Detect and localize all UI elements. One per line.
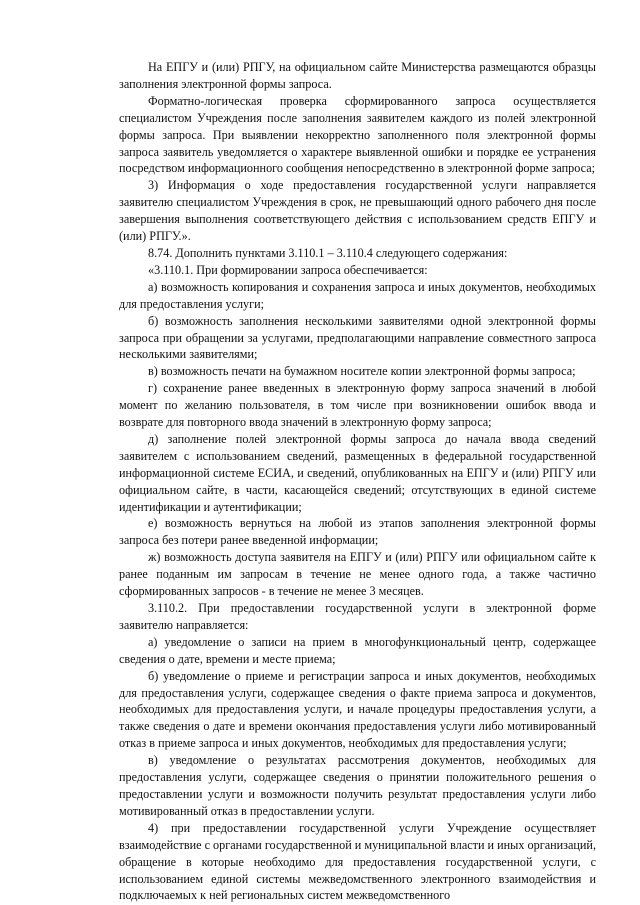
paragraph-notice-a-appointment: а) уведомление о записи на прием в многофункциональный центр, содержащее сведения о дате, времени и месте приема;: [119, 634, 596, 666]
paragraph-item-g-save: г) сохранение ранее введенных в электронную форму запроса значений в любой момент по желанию пользователя, в том числе при возникновении ошибок ввода и возврате для повторного ввода значений в электронную форму запроса;: [119, 381, 596, 430]
paragraph-3-110-1-heading: «3.110.1. При формировании запроса обеспечивается:: [148, 262, 428, 277]
paragraph-item-e-return: е) возможность вернуться на любой из этапов заполнения электронной формы запроса без потери ранее введенной информации;: [119, 516, 596, 548]
paragraph-item-a-copy: а) возможность копирования и сохранения запроса и иных документов, необходимых для предоставления услуги;: [119, 279, 596, 311]
paragraph-samples-info: На ЕПГУ и (или) РПГУ, на официальном сайте Министерства размещаются образцы заполнения электронной формы запроса.: [119, 60, 596, 91]
paragraph-item-v-print: в) возможность печати на бумажном носителе копии электронной формы запроса;: [148, 364, 576, 379]
paragraph-item-d-prefill: д) заполнение полей электронной формы запроса до начала ввода сведений заявителем с использованием сведений, размещенных в федеральной государственной информационной системе ЕСИА, и сведений, опубликованных на ЕПГУ и (или) РПГУ или официальном сайте, в части, касающейся сведений; отсутствующих в единой системе идентификации и аутентификации;: [119, 431, 596, 514]
paragraph-item-zh-access: ж) возможность доступа заявителя на ЕПГУ и (или) РПГУ или официальном сайте к ранее поданным им запросам в течение не менее одного года, а также частично сформированных запросов - в течение не менее 3 месяцев.: [119, 550, 596, 599]
paragraph-notice-v-results: в) уведомление о результатах рассмотрения документов, необходимых для предоставления услуги, содержащее сведения о принятии положительного решения о предоставлении услуги и возможности получить результат предоставления услуги либо мотивированный отказ в предоставлении услуги.: [119, 753, 596, 818]
document-body: [119, 59, 596, 904]
paragraph-3-110-2-heading: 3.110.2. При предоставлении государственной услуги в электронной форме заявителю направляется:: [119, 601, 596, 632]
paragraph-amendment-8-74: 8.74. Дополнить пунктами 3.110.1 – 3.110.4 следующего содержания:: [148, 245, 508, 260]
paragraph-notice-b-registration: б) уведомление о приеме и регистрации запроса и иных документов, необходимых для предоставления услуги, содержащее сведения о факте приема запроса и документов, необходимых для предоставления услуги, и начале процедуры предоставления услуги, а также сведения о дате и времени окончания предоставления услуги либо мотивированный отказ в приеме запроса и иных документов, необходимых для предоставления услуги;: [119, 668, 596, 751]
paragraph-item-b-joint: б) возможность заполнения несколькими заявителями одной электронной формы запроса при обращении за услугами, предполагающими направление совместного запроса несколькими заявителями;: [119, 313, 596, 362]
paragraph-format-check: Форматно-логическая проверка сформированного запроса осуществляется специалистом Учреждения после заполнения заявителем каждого из полей электронной формы запроса. При выявлении некорректно заполненного поля электронной формы запроса заявитель уведомляется о характере выявленной ошибки и порядке ее устранения посредством информационного сообщения непосредственно в электронной форме запроса;: [119, 93, 596, 176]
paragraph-interaction: 4) при предоставлении государственной услуги Учреждение осуществляет взаимодействие с органами государственной и муниципальной власти и иных организаций, обращение в которые необходимо для предоставления государственной услуги, с использованием единой системы межведомственного электронного взаимодействия и подключаемых к ней региональных систем межведомственного: [119, 820, 596, 903]
paragraph-progress-info: 3) Информация о ходе предоставления государственной услуги направляется заявителю специалистом Учреждения в срок, не превышающий одного рабочего дня после завершения выполнения соответствующего действия с использованием средств ЕПГУ и (или) РПГУ.».: [119, 178, 596, 244]
